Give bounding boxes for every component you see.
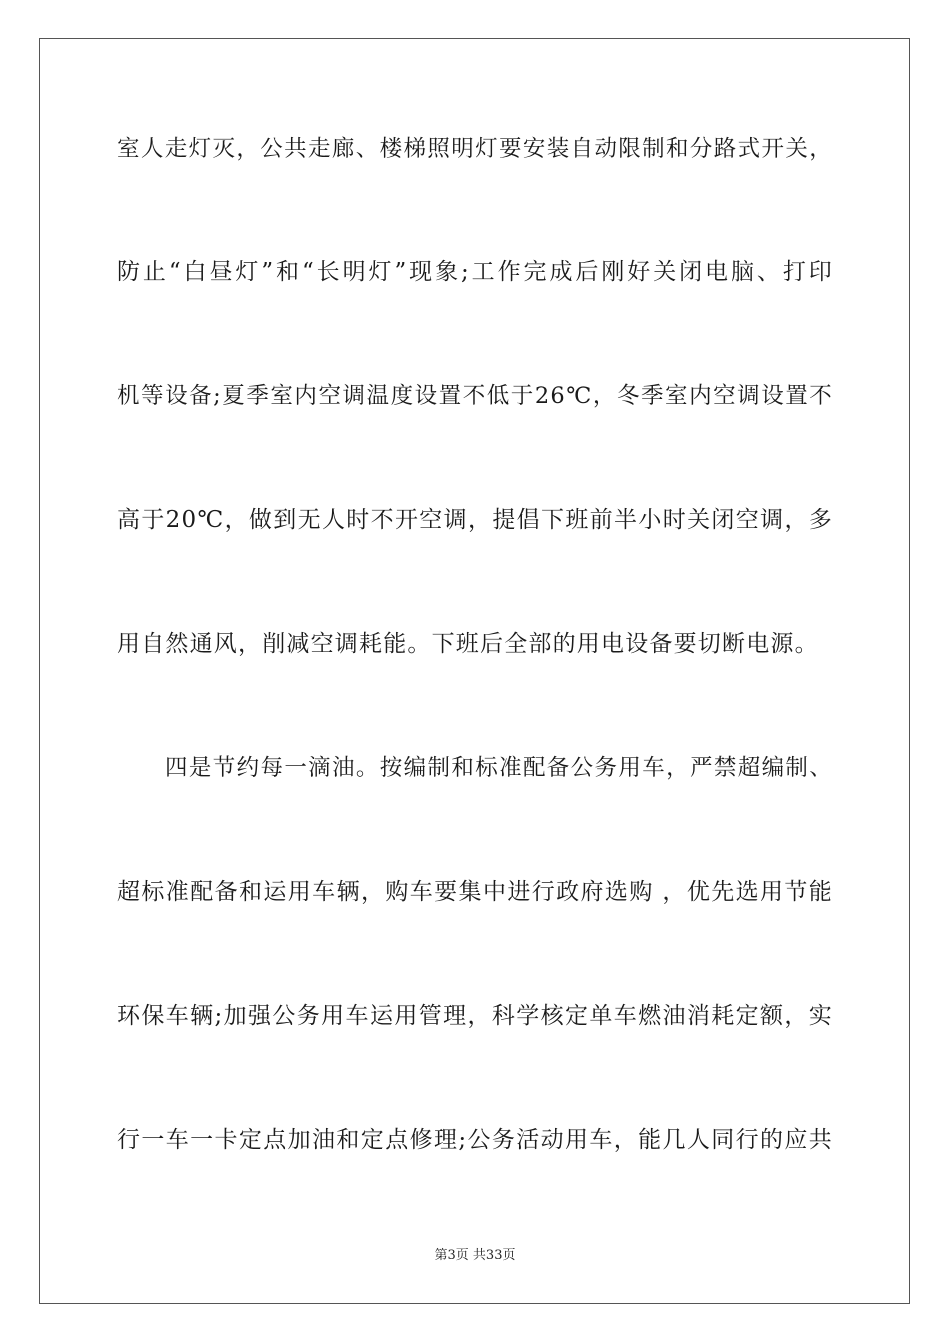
body-line-3: 机等设备;夏季室内空调温度设置不低于26℃，冬季室内空调设置不 [117, 383, 833, 409]
page-border [39, 38, 910, 1304]
body-line-5: 用自然通风，削减空调耗能。下班后全部的用电设备要切断电源。 [117, 631, 819, 657]
page-number-footer: 第3页 共33页 [434, 1248, 516, 1263]
body-line-1: 室人走灯灭，公共走廊、楼梯照明灯要安装自动限制和分路式开关， [117, 136, 833, 162]
paragraph-4-line-4: 行一车一卡定点加油和定点修理;公务活动用车，能几人同行的应共 [117, 1127, 833, 1153]
body-line-2: 防止“白昼灯”和“长明灯”现象;工作完成后刚好关闭电脑、打印 [117, 259, 833, 285]
body-line-4: 高于20℃，做到无人时不开空调，提倡下班前半小时关闭空调，多 [117, 507, 833, 533]
paragraph-4-line-3: 环保车辆;加强公务用车运用管理，科学核定单车燃油消耗定额，实 [117, 1003, 833, 1029]
paragraph-4-line-2: 超标准配备和运用车辆，购车要集中进行政府选购 ，优先选用节能 [117, 879, 833, 905]
paragraph-4-line-1: 四是节约每一滴油。按编制和标准配备公务用车，严禁超编制、 [165, 755, 833, 781]
